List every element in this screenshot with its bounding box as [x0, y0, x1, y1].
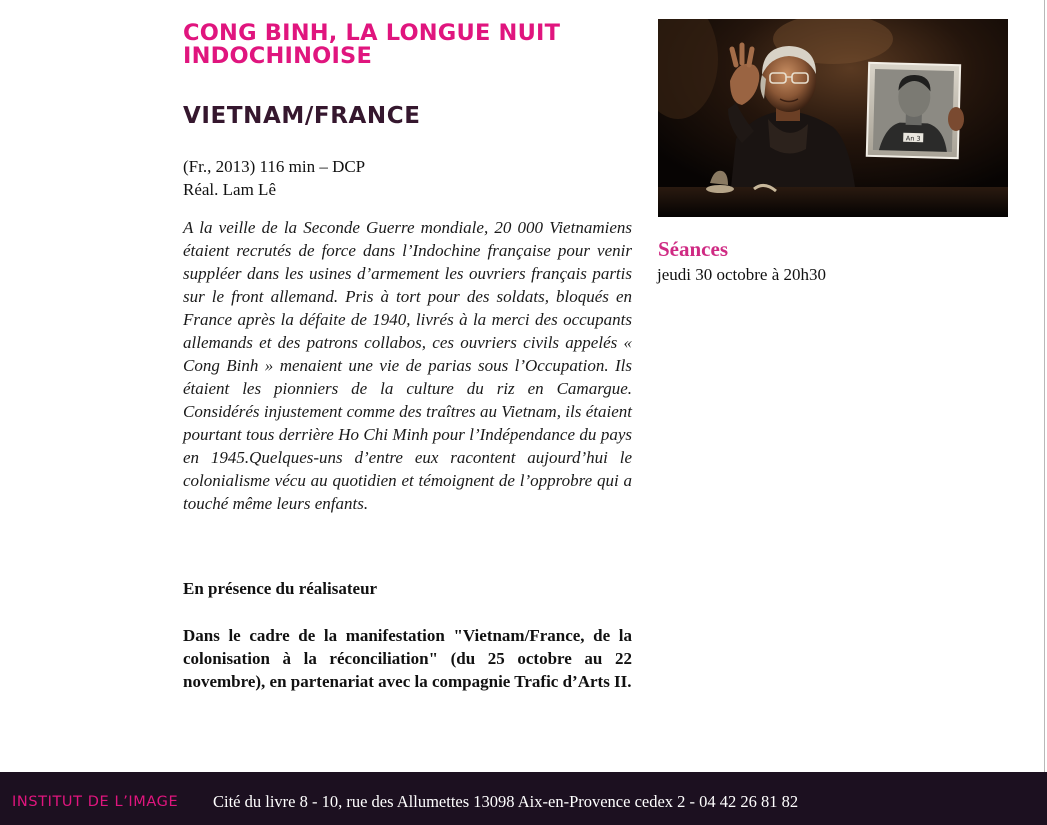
- film-title: CONG BINH, LA LONGUE NUIT INDOCHINOISE: [183, 20, 561, 69]
- site-footer: [0, 772, 1047, 825]
- film-technical-info: (Fr., 2013) 116 min – DCP: [183, 157, 366, 176]
- seances-title: Séances: [658, 237, 728, 261]
- footer-brand: INSTITUT DE L’IMAGE: [12, 794, 179, 810]
- footer-address: Cité du livre 8 - 10, rue des Allumettes 13098 Aix-en-Provence cedex 2 - 04 42 26 81 82: [213, 792, 799, 811]
- film-still-image: [658, 19, 1008, 217]
- festival-context-note: Dans le cadre de la manifestation "Vietnam/France, de la colonisation à la réconciliation" (du 25 octobre au 22 novembre), en partenariat avec la compagnie Trafic d’Arts II.: [183, 626, 632, 691]
- film-meta: [183, 155, 365, 201]
- director-presence-note: En présence du réalisateur: [183, 579, 378, 598]
- film-director: Réal. Lam Lê: [183, 180, 276, 199]
- content-border: [1044, 0, 1045, 772]
- photo-caption: An 3: [905, 134, 921, 143]
- seance-date: jeudi 30 octobre à 20h30: [657, 265, 827, 284]
- section-title: VIETNAM/FRANCE: [183, 103, 421, 129]
- film-synopsis: A la veille de la Seconde Guerre mondiale, 20 000 Vietnamiens étaient recrutés de force dans l’Indochine française pour venir suppléer dans les usines d’armement les ouvriers français partis sur le front allemand. Pris à tort pour des soldats, bloqués en France après la défaite de 1940, livrés à la merci des occupants allemands et des patrons collabos, ces ouvriers civils appelés « Cong Binh » menaient une vie de parias sous l’Occupation. Ils étaient les pionniers de la culture du riz en Camargue. Considérés injustement comme des traîtres au Vietnam, ils étaient pourtant tous derrière Ho Chi Minh pour l’Indépendance du pays en 1945.Quelques-uns d’entre eux racontent aujourd’hui le colonialisme vécu au quotidien et témoignent de l’opprobre qui a touché même leurs enfants.: [183, 218, 632, 513]
